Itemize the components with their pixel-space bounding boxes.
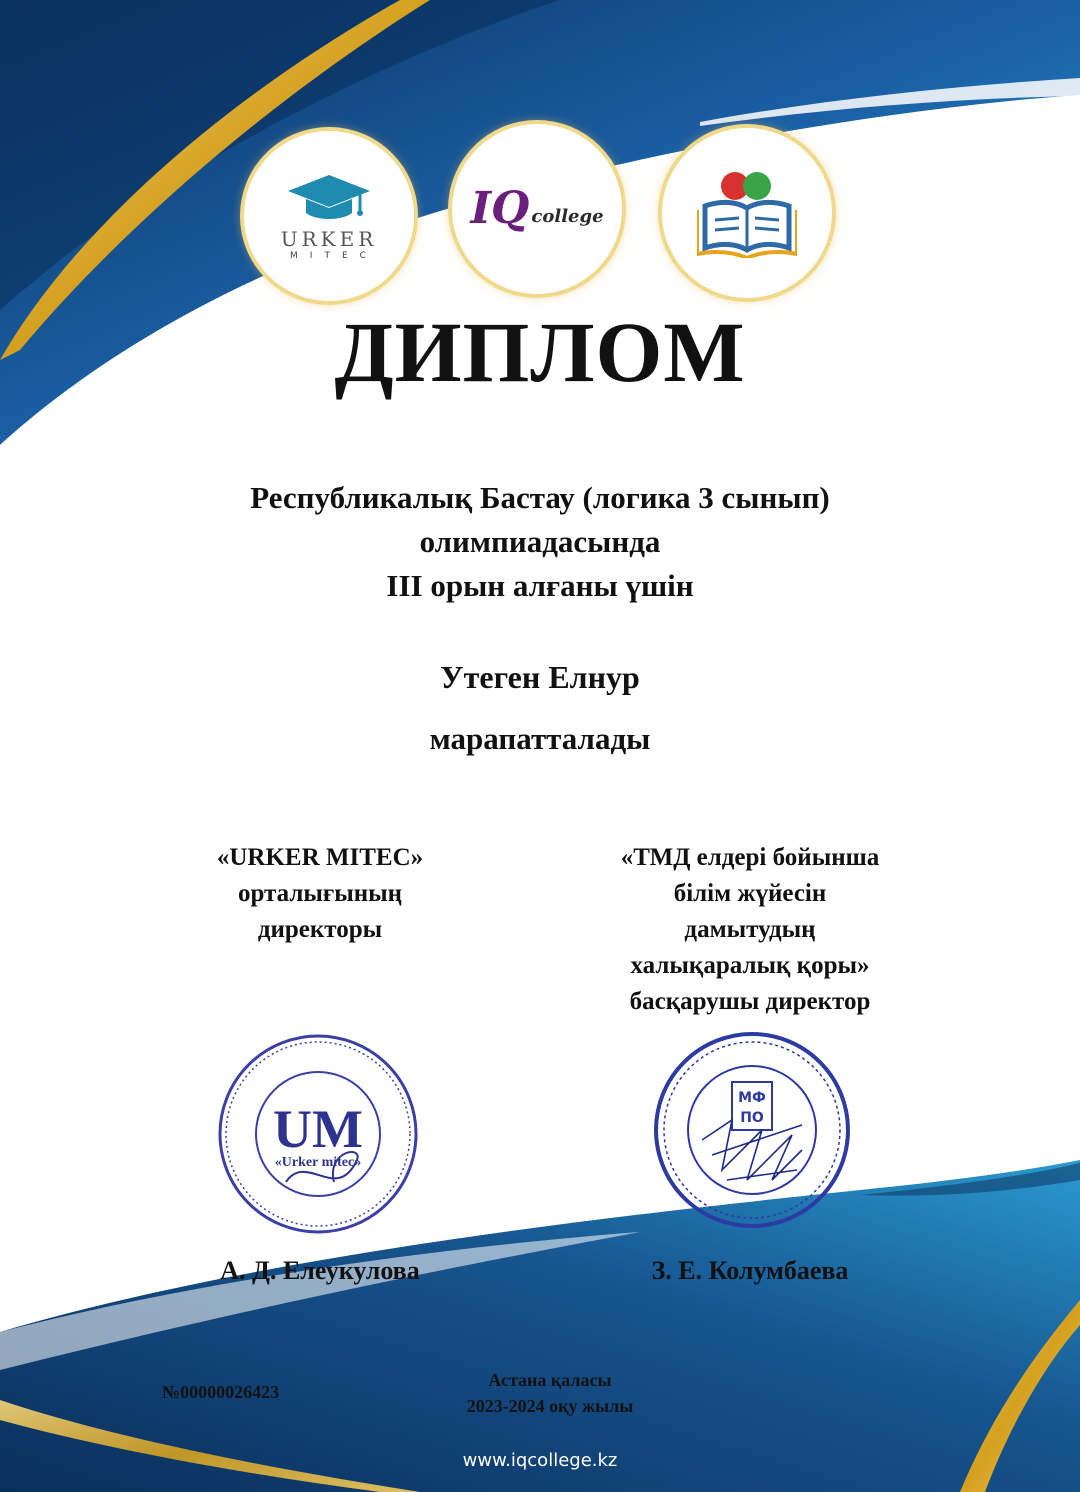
left-stamp [216, 1032, 420, 1236]
iq-college-wordmark [470, 183, 604, 234]
urker-mitec-logo [244, 131, 414, 301]
right-signatory-line-2: білім жүйесін [673, 880, 827, 907]
urker-logo-text: URKER [280, 227, 378, 251]
website-link[interactable]: www.iqcollege.kz [462, 1450, 618, 1471]
city-and-year [420, 1367, 680, 1419]
open-book-icon [697, 168, 797, 258]
right-stamp-monogram-top: МФ [738, 1090, 766, 1106]
open-book-logo [662, 128, 832, 298]
right-signatory-line-1: «ТМД елдері бойынша [620, 844, 880, 871]
right-signatory-line-5: басқарушы директор [629, 988, 871, 1015]
reason-line-1: Республикалық Бастау (логика 3 сынып) [250, 480, 830, 515]
right-stamp-monogram-bottom: ПО [740, 1110, 764, 1126]
left-stamp-caption: «Urker mitec» [274, 1155, 362, 1170]
diploma-number: №00000026423 [162, 1382, 280, 1402]
left-signer-name: А. Д. Елеукулова [220, 1256, 420, 1285]
iq-college-logo [452, 124, 622, 294]
right-stamp [652, 1030, 852, 1230]
awarded-text: марапатталады [429, 721, 651, 756]
reason-line-2: олимпиадасында [419, 524, 661, 559]
reason-line-3: III орын алғаны үшін [386, 568, 694, 603]
left-stamp-monogram: UM [273, 1099, 363, 1159]
right-signatory-title [580, 840, 920, 1020]
left-signatory-title [150, 840, 490, 948]
mitec-logo-text: MITEC [290, 251, 378, 261]
recipient-name: Утеген Елнур [440, 659, 640, 695]
city: Астана қаласы [488, 1370, 612, 1390]
diploma-title: ДИПЛОМ [334, 304, 746, 400]
graduation-cap-icon [284, 171, 374, 223]
right-signatory-line-4: халықаралық қоры» [630, 952, 870, 979]
iq-mark: IQ [470, 183, 530, 234]
college-word: college [531, 206, 604, 227]
right-signer-name: З. Е. Колумбаева [651, 1256, 849, 1285]
right-signatory-line-3: дамытудың [684, 916, 816, 943]
left-signatory-line-1: «URKER MITEC» [216, 844, 424, 871]
left-signatory-line-2: орталығының [237, 880, 403, 907]
academic-year: 2023-2024 оқу жылы [466, 1396, 634, 1416]
left-signatory-line-3: директоры [257, 916, 383, 943]
award-reason [0, 476, 1080, 608]
